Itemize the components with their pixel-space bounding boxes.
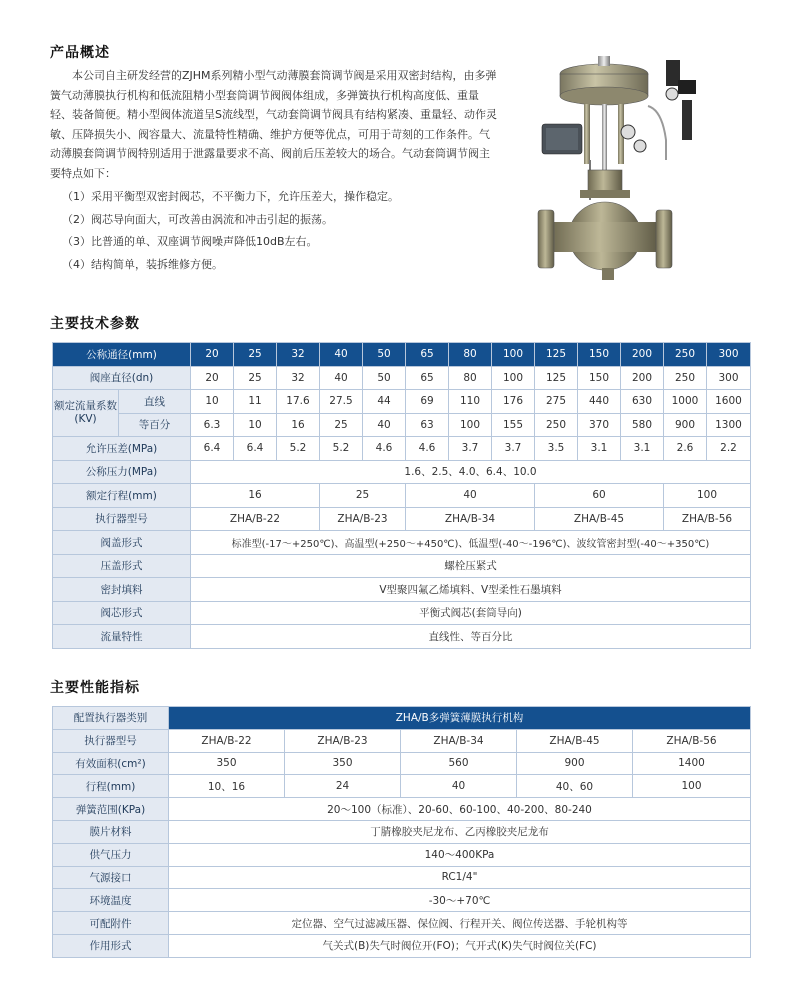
table-cell: 40 — [320, 366, 363, 390]
table-cell: 63 — [406, 413, 449, 437]
table-cell: ZHA/B-45 — [535, 507, 664, 531]
table-cell: 300 — [707, 366, 751, 390]
row-label: 行程(mm) — [53, 775, 169, 798]
table-cell: 100 — [492, 366, 535, 390]
row-label: 阀盖形式 — [53, 531, 191, 555]
table-cell: 16 — [191, 484, 320, 508]
feature-list — [62, 186, 482, 276]
table-cell: 2.2 — [707, 437, 751, 461]
table-cell: 100 — [449, 413, 492, 437]
table-row — [53, 889, 751, 912]
table-row — [53, 507, 751, 531]
table-cell: 200 — [621, 343, 664, 367]
table-cell: 440 — [578, 390, 621, 414]
table-cell: ZHA/B多弹簧薄膜执行机构 — [169, 707, 751, 730]
feature-item: （2）阀芯导向面大，可改善由涡流和冲击引起的振荡。 — [62, 212, 333, 226]
table-cell: 275 — [535, 390, 578, 414]
table-cell: 10 — [191, 390, 234, 414]
row-label: 额定流量系数(KV) — [53, 390, 119, 437]
table-row — [53, 554, 751, 578]
table-cell: 200 — [621, 366, 664, 390]
table-cell: ZHA/B-22 — [191, 507, 320, 531]
table-cell: 60 — [535, 484, 664, 508]
table-cell: ZHA/B-23 — [285, 729, 401, 752]
table-cell: 3.5 — [535, 437, 578, 461]
row-label: 执行器型号 — [53, 729, 169, 752]
table-row — [53, 413, 751, 437]
table-cell: 40 — [363, 413, 406, 437]
table-cell: 176 — [492, 390, 535, 414]
table-cell: 350 — [285, 752, 401, 775]
tech-params-table — [52, 342, 751, 649]
table-cell: ZHA/B-34 — [401, 729, 517, 752]
table-cell: ZHA/B-22 — [169, 729, 285, 752]
table-row — [53, 578, 751, 602]
table-cell: 1300 — [707, 413, 751, 437]
table-cell: 1.6、2.5、4.0、6.4、10.0 — [191, 460, 751, 484]
table-cell: 6.4 — [234, 437, 277, 461]
table-cell: 2.6 — [664, 437, 707, 461]
row-label: 阀芯形式 — [53, 601, 191, 625]
valve-product-image — [532, 50, 710, 290]
table-cell: 125 — [535, 366, 578, 390]
table-row — [53, 531, 751, 555]
row-label: 气源接口 — [53, 866, 169, 889]
row-label: 弹簧范围(KPa) — [53, 798, 169, 821]
table-cell: RC1/4" — [169, 866, 751, 889]
table-cell: 100 — [633, 775, 751, 798]
row-label: 直线 — [119, 390, 191, 414]
table-cell: 平衡式阀芯(套筒导向) — [191, 601, 751, 625]
table-cell: 65 — [406, 366, 449, 390]
table-row — [53, 390, 751, 414]
table-cell: 25 — [320, 413, 363, 437]
table-cell: 900 — [664, 413, 707, 437]
table-cell: 20～100（标准）、20-60、60-100、40-200、80-240 — [169, 798, 751, 821]
table-cell: 80 — [449, 343, 492, 367]
table-cell: 250 — [535, 413, 578, 437]
table-cell: 10 — [234, 413, 277, 437]
table-cell: 25 — [320, 484, 406, 508]
table-cell: 4.6 — [406, 437, 449, 461]
row-label: 流量特性 — [53, 625, 191, 649]
table-cell: ZHA/B-56 — [664, 507, 751, 531]
table-cell: 100 — [492, 343, 535, 367]
table-cell: 5.2 — [277, 437, 320, 461]
table-cell: 100 — [664, 484, 751, 508]
table-cell: ZHA/B-45 — [517, 729, 633, 752]
table-cell: 标准型(-17～+250℃)、高温型(+250～+450℃)、低温型(-40～-196℃)、波纹管密封型(-40～+350℃) — [191, 531, 751, 555]
table-row — [53, 912, 751, 935]
table-cell: 560 — [401, 752, 517, 775]
table-cell: 1600 — [707, 390, 751, 414]
table-cell: 250 — [664, 366, 707, 390]
overview-title: 产品概述 — [50, 45, 110, 61]
table-cell: 250 — [664, 343, 707, 367]
table-cell: 44 — [363, 390, 406, 414]
table-cell: 40 — [320, 343, 363, 367]
row-label: 可配附件 — [53, 912, 169, 935]
table-cell: 80 — [449, 366, 492, 390]
table-cell: 24 — [285, 775, 401, 798]
table-cell: 1000 — [664, 390, 707, 414]
table-cell: 32 — [277, 343, 320, 367]
table-cell: 125 — [535, 343, 578, 367]
performance-table — [52, 706, 751, 958]
row-label: 有效面积(cm²) — [53, 752, 169, 775]
table-row — [53, 775, 751, 798]
feature-item: （3）比普通的单、双座调节阀噪声降低10dB左右。 — [62, 235, 318, 248]
table-cell: 40、60 — [517, 775, 633, 798]
table-cell: 40 — [406, 484, 535, 508]
table-row — [53, 460, 751, 484]
row-label: 允许压差(MPa) — [53, 437, 191, 461]
table-cell: 40 — [401, 775, 517, 798]
table-cell: 300 — [707, 343, 751, 367]
table-row — [53, 707, 751, 730]
table-cell: 1400 — [633, 752, 751, 775]
table-cell: 3.7 — [449, 437, 492, 461]
table-cell: 6.3 — [191, 413, 234, 437]
table-cell: 10、16 — [169, 775, 285, 798]
row-label: 额定行程(mm) — [53, 484, 191, 508]
table-cell: 11 — [234, 390, 277, 414]
table-row — [53, 625, 751, 649]
table-row — [53, 484, 751, 508]
perf-title: 主要性能指标 — [50, 680, 140, 696]
table-cell: 32 — [277, 366, 320, 390]
table-cell: 丁腈橡胶夹尼龙布、乙丙橡胶夹尼龙布 — [169, 820, 751, 843]
table-row — [53, 366, 751, 390]
row-label: 供气压力 — [53, 843, 169, 866]
table-cell: 16 — [277, 413, 320, 437]
row-label: 公称压力(MPa) — [53, 460, 191, 484]
table-cell: 155 — [492, 413, 535, 437]
table-row — [53, 752, 751, 775]
table-cell: 3.1 — [621, 437, 664, 461]
table-cell: 140～400KPa — [169, 843, 751, 866]
table-row — [53, 729, 751, 752]
table-cell: 50 — [363, 343, 406, 367]
intro-paragraph: 本公司自主研发经营的ZJHM系列精小型气动薄膜套筒调节阀是采用双密封结构，由多弹簧气动薄膜执行机构和低流阻精小型套筒调节阀阀体组成，多弹簧执行机构高度低、重量轻、装备简便。精小型阀体流道呈S流线型，气动套筒调节阀具有结构紧凑、重量轻、动作灵敏、压降损失小、阀容量大、流量特性精确、维护方便等优点，可用于苛刻的工作条件。气动薄膜套筒调节阀特别适用于泄露量要求不高、阀前后压差较大的场合。气动套筒调节阀主要特点如下： — [50, 69, 497, 180]
table-cell: 27.5 — [320, 390, 363, 414]
table-cell: 6.4 — [191, 437, 234, 461]
table-cell: 定位器、空气过滤减压器、保位阀、行程开关、阀位传送器、手轮机构等 — [169, 912, 751, 935]
table-cell: 150 — [578, 366, 621, 390]
table-cell: 630 — [621, 390, 664, 414]
table-cell: 110 — [449, 390, 492, 414]
table-row — [53, 843, 751, 866]
table-cell: 69 — [406, 390, 449, 414]
table-cell: 350 — [169, 752, 285, 775]
table-cell: 气关式(B)失气时阀位开(FO)；气开式(K)失气时阀位关(FC) — [169, 934, 751, 957]
feature-item: （4）结构简单，装拆维修方便。 — [62, 257, 223, 271]
table-cell: 25 — [234, 343, 277, 367]
table-row — [53, 798, 751, 821]
overview-intro — [50, 66, 500, 184]
table-row — [53, 866, 751, 889]
table-cell: 3.1 — [578, 437, 621, 461]
table-cell: 900 — [517, 752, 633, 775]
table-cell: 3.7 — [492, 437, 535, 461]
row-label: 执行器型号 — [53, 507, 191, 531]
table-cell: 50 — [363, 366, 406, 390]
table-cell: -30～+70℃ — [169, 889, 751, 912]
row-label: 配置执行器类别 — [53, 707, 169, 730]
table-row — [53, 343, 751, 367]
row-label: 作用形式 — [53, 934, 169, 957]
table-cell: 65 — [406, 343, 449, 367]
row-label: 等百分 — [119, 413, 191, 437]
table-cell: 580 — [621, 413, 664, 437]
table-cell: ZHA/B-56 — [633, 729, 751, 752]
table-row — [53, 934, 751, 957]
row-label: 公称通径(mm) — [53, 343, 191, 367]
tech-title: 主要技术参数 — [50, 316, 140, 332]
row-label: 阀座直径(dn) — [53, 366, 191, 390]
table-row — [53, 820, 751, 843]
table-cell: 20 — [191, 343, 234, 367]
table-row — [53, 437, 751, 461]
row-label: 膜片材料 — [53, 820, 169, 843]
table-cell: 150 — [578, 343, 621, 367]
feature-item: （1）采用平衡型双密封阀芯，不平衡力下，允许压差大，操作稳定。 — [62, 190, 399, 203]
table-cell: 370 — [578, 413, 621, 437]
table-cell: 直线性、等百分比 — [191, 625, 751, 649]
table-cell: 25 — [234, 366, 277, 390]
table-cell: ZHA/B-34 — [406, 507, 535, 531]
table-cell: ZHA/B-23 — [320, 507, 406, 531]
row-label: 压盖形式 — [53, 554, 191, 578]
table-row — [53, 601, 751, 625]
table-cell: 螺栓压紧式 — [191, 554, 751, 578]
row-label: 环境温度 — [53, 889, 169, 912]
row-label: 密封填料 — [53, 578, 191, 602]
table-cell: 20 — [191, 366, 234, 390]
table-cell: 5.2 — [320, 437, 363, 461]
table-cell: 17.6 — [277, 390, 320, 414]
table-cell: V型聚四氟乙烯填料、V型柔性石墨填料 — [191, 578, 751, 602]
table-cell: 4.6 — [363, 437, 406, 461]
